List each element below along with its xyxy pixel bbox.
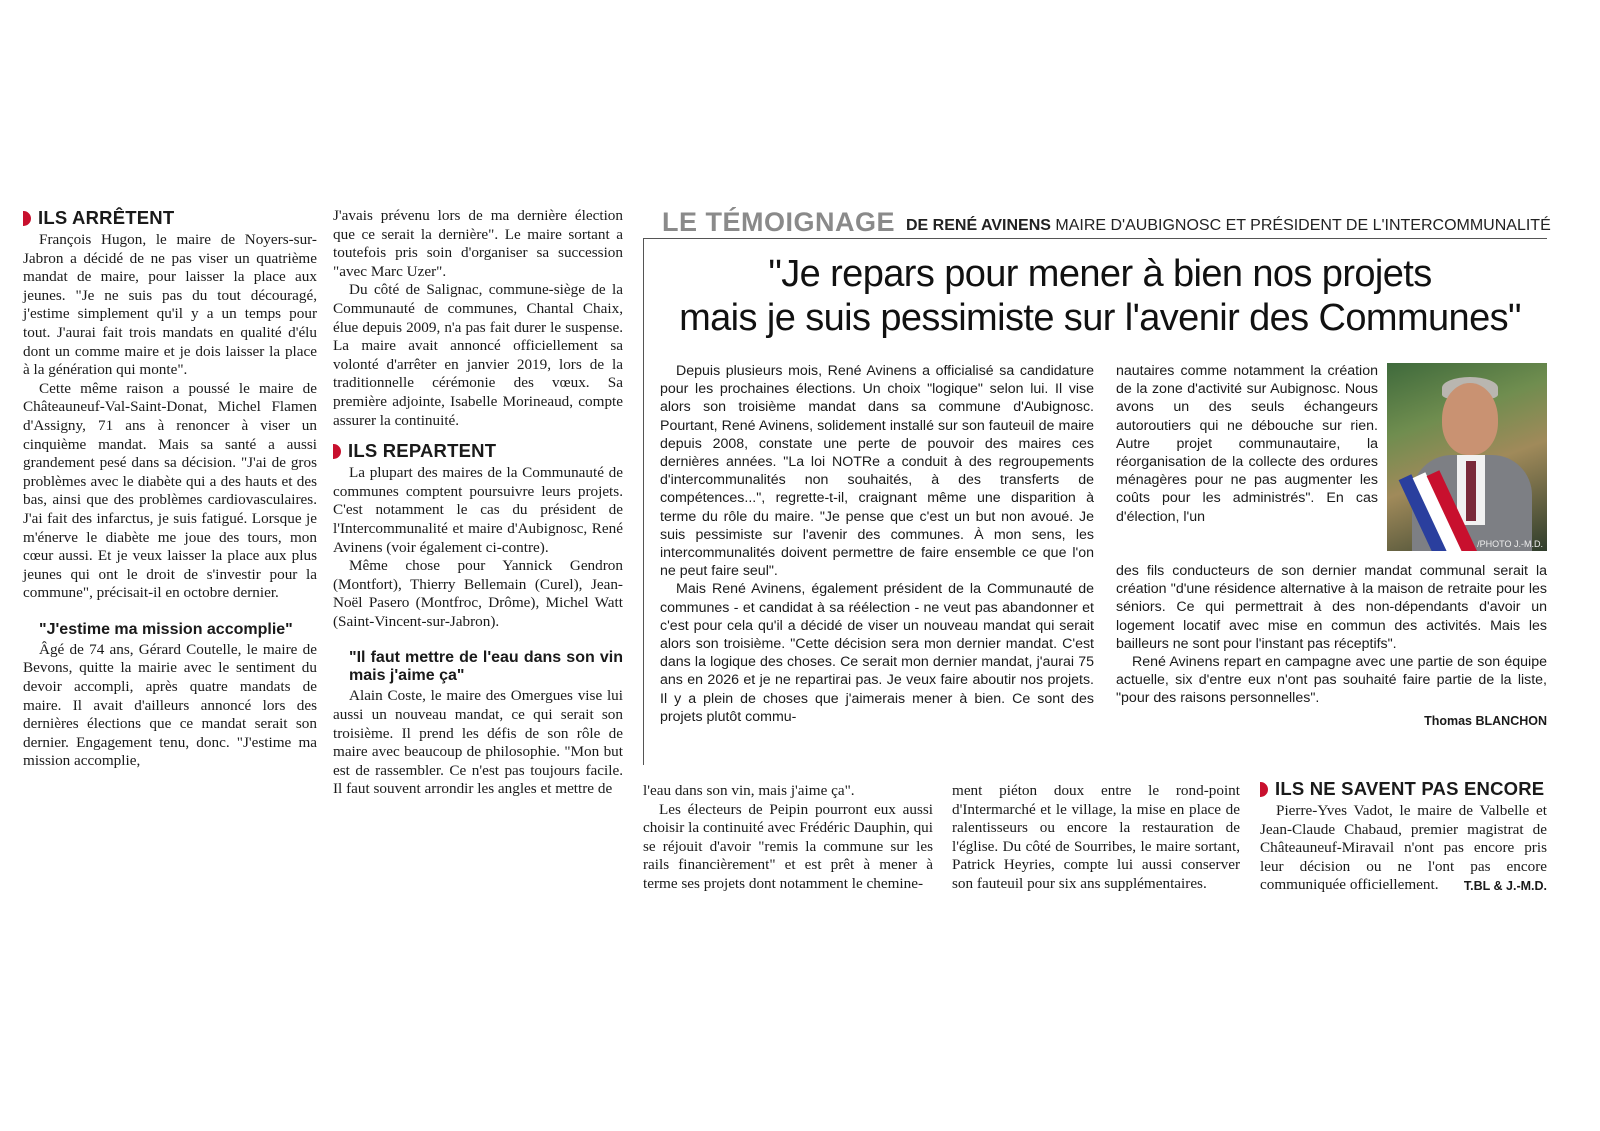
signature: Thomas BLANCHON	[1424, 713, 1547, 728]
section-marker-icon	[1260, 782, 1268, 797]
section-heading-ils-arretent: ILS ARRÊTENT	[23, 207, 317, 229]
paragraph: Alain Coste, le maire des Omergues vise lui aussi un nouveau mandat, ce qui serait son troisième. Il prend les défis de son rôle de maire avec beaucoup de philosophie. "Mon but est de rassembler. Ce n'est pas toujours facile. Il faut souvent arrondir les angles et mettre de	[333, 687, 623, 798]
divider	[643, 238, 644, 765]
temoignage-column-2-bottom	[1116, 562, 1547, 730]
column-two	[333, 207, 623, 799]
section-marker-icon	[23, 211, 31, 226]
paragraph: René Avinens repart en campagne avec une partie de son équipe actuelle, six d'entre eux n'ont pas souhaité faire partie de la liste, "pour des raisons personnelles".	[1116, 654, 1547, 707]
portrait-photo	[1387, 363, 1547, 551]
byline-role: MAIRE D'AUBIGNOSC ET PRÉSIDENT DE L'INTERCOMMUNALITÉ	[1055, 217, 1551, 234]
signature: T.BL & J.-M.D.	[1463, 878, 1547, 893]
headline-line: "Je repars pour mener à bien nos projets	[768, 253, 1432, 295]
column-four	[952, 782, 1240, 894]
paragraph: Cette même raison a poussé le maire de Châteauneuf-Val-Saint-Donat, Michel Flamen d'Assigny, 71 ans à renoncer à viser un cinquième mandat. Mais sa santé a aussi grandement pesé dans sa décision. "J'ai de gros problèmes avec le diabète qui a des hauts et des bas, ainsi que des problèmes cardiovasculaires. J'ai fait des infarctus, je suis fatigué. Lorsque je m'énerve le diabète me joue des tours, mon cœur aussi. Et je veux laisser la place aux plus jeunes qui ont le droit de s'investir pour la commune", précisait-il en octobre dernier.	[23, 379, 317, 602]
paragraph: François Hugon, le maire de Noyers-sur-Jabron a décidé de ne pas viser un quatrième mandat de maire, pour laisser la place aux jeunes. "Je ne suis pas du tout découragé, j'estime simplement qu'il y a un temps pour tout. J'aurai fait trois mandats en qualité d'élu dont un comme maire et je dois laisser la place à la génération qui monte".	[23, 231, 317, 379]
temoignage-column-2-top	[1116, 362, 1378, 526]
divider	[643, 238, 1547, 239]
paragraph: La plupart des maires de la Communauté de communes comptent poursuivre leurs projets. C'est notamment le cas du président de l'Intercommunalité et maire d'Aubignosc, René Avinens (voir également ci-contre).	[333, 464, 623, 556]
headline-quote	[650, 252, 1550, 340]
paragraph: Mais René Avinens, également président de la Communauté de communes - et candidat à sa réélection - ne veut pas abandonner et c'est pour cela qu'il a décidé de viser un nouveau mandat qui serait alors son troisième. "Cette décision sera mon dernier mandat. C'est dans la logique des choses. Ce serait mon dernier mandat, j'aurai 75 ans en 2026 et je ne repartirai pas. Je veux faire aboutir nos projets. Il y a plein de choses que j'aimerais mener à bien. Ce sont des projets plutôt commu-	[660, 581, 1094, 725]
section-heading-ils-repartent: ILS REPARTENT	[333, 440, 623, 462]
paragraph: Pierre-Yves Vadot, le maire de Valbelle et Jean-Claude Chabaud, premier magistrat de Châteauneuf-Miravail n'ont pas encore pris leur décision ou ne l'ont pas encore communiquée officiellement.	[1260, 802, 1547, 894]
paragraph: l'eau dans son vin, mais j'aime ça".	[643, 782, 855, 799]
column-ils-arretent	[23, 207, 317, 771]
temoignage-header	[662, 207, 1551, 238]
column-three	[643, 782, 933, 894]
subheading-mission-accomplie: "J'estime ma mission accomplie"	[39, 620, 293, 638]
paragraph: Depuis plusieurs mois, René Avinens a officialisé sa candidature pour les prochaines élections. Un choix "logique" selon lui. Il vise alors son troisième mandat dans sa commune d'Aubignosc. Pourtant, René Avinens, solidement installé sur son fauteuil de maire depuis 2008, constate une perte de pouvoir des maires ces dernières années. "La loi NOTRe a conduit à des regroupements d'intercommunalités non souhaités, à des transferts de compétences...", regrette-t-il, craignant même une disparition à terme du rôle du maire. "Je pense que c'est un but non avoué. Je suis pessimiste sur l'avenir des communes. À mon sens, les intercommunalités doivent permettre de faire ensemble ce que l'on ne peut faire seul".	[660, 363, 1094, 580]
paragraph: Âgé de 74 ans, Gérard Coutelle, le maire de Bevons, quitte la mairie avec le sentiment du devoir accompli, après quatre mandats de maire. Il avait d'ailleurs annoncé lors des dernières élections que ce mandat serait son dernier. Engagement tenu, donc. "J'estime ma mission accomplie,	[23, 640, 317, 770]
column-ils-ne-savent-pas	[1260, 778, 1547, 896]
paragraph: des fils conducteurs de son dernier mandat communal serait la création "d'une résidence alternative à la maison de retraite pour les séniors. Ce qui permettrait à des non-dépendants d'avoir un logement locatif avec mise en commun des activités. Mais les bailleurs ne sont pour l'instant pas réceptifs".	[1116, 563, 1547, 652]
paragraph: nautaires comme notamment la création de la zone d'activité sur Aubignosc. Nous avons un des seuls échangeurs autoroutiers qui ne débouche sur rien. Autre projet communautaire, la réorganisation de la collecte des ordures ménagères pour ne pas augmenter les coûts pour les administrés". En cas d'élection, l'un	[1116, 363, 1378, 525]
temoignage-column-1	[660, 362, 1094, 726]
photo-credit: /PHOTO J.-M.D.	[1477, 539, 1543, 549]
temoignage-byline	[906, 217, 1551, 235]
headline-line: mais je suis pessimiste sur l'avenir des Communes"	[679, 297, 1521, 339]
paragraph: Les électeurs de Peipin pourront eux aussi choisir la continuité avec Frédéric Dauphin, qui se réjouit d'avoir "remis la commune sur les rails financièrement" et est prêt à mener à terme ses projets dont notamment le chemine-	[643, 800, 933, 892]
paragraph: Du côté de Salignac, commune-siège de la Communauté de communes, Chantal Chaix, élue depuis 2009, n'a pas fait durer le suspense. La maire avait annoncé officiellement sa volonté d'arrêter en janvier 2019, lors de la traditionnelle cérémonie des vœux. Sa première adjointe, Isabelle Morineaud, compte assurer la continuité.	[333, 281, 623, 429]
paragraph: J'avais prévenu lors de ma dernière élection que ce serait la dernière". Le maire sortant a toutefois pris soin d'organiser sa succession "avec Marc Uzer".	[333, 207, 623, 280]
subheading-eau-dans-son-vin: "Il faut mettre de l'eau dans son vin mais j'aime ça"	[349, 649, 623, 685]
paragraph: ment piéton doux entre le rond-point d'Intermarché et le village, la mise en place de ralentisseurs ou encore la restauration de l'église. Du côté de Sourribes, le maire sortant, Patrick Heyries, compte lui aussi conserver son fauteuil pour six ans supplémentaires.	[952, 782, 1240, 892]
paragraph: Même chose pour Yannick Gendron (Montfort), Thierry Bellemain (Curel), Jean-Noël Pasero (Montfroc, Drôme), Michel Watt (Saint-Vincent-sur-Jabron).	[333, 557, 623, 630]
temoignage-label: LE TÉMOIGNAGE	[662, 207, 896, 237]
section-heading-ils-ne-savent-pas: ILS NE SAVENT PAS ENCORE	[1260, 778, 1547, 800]
section-marker-icon	[333, 444, 341, 459]
byline-name: DE RENÉ AVINENS	[906, 217, 1051, 234]
